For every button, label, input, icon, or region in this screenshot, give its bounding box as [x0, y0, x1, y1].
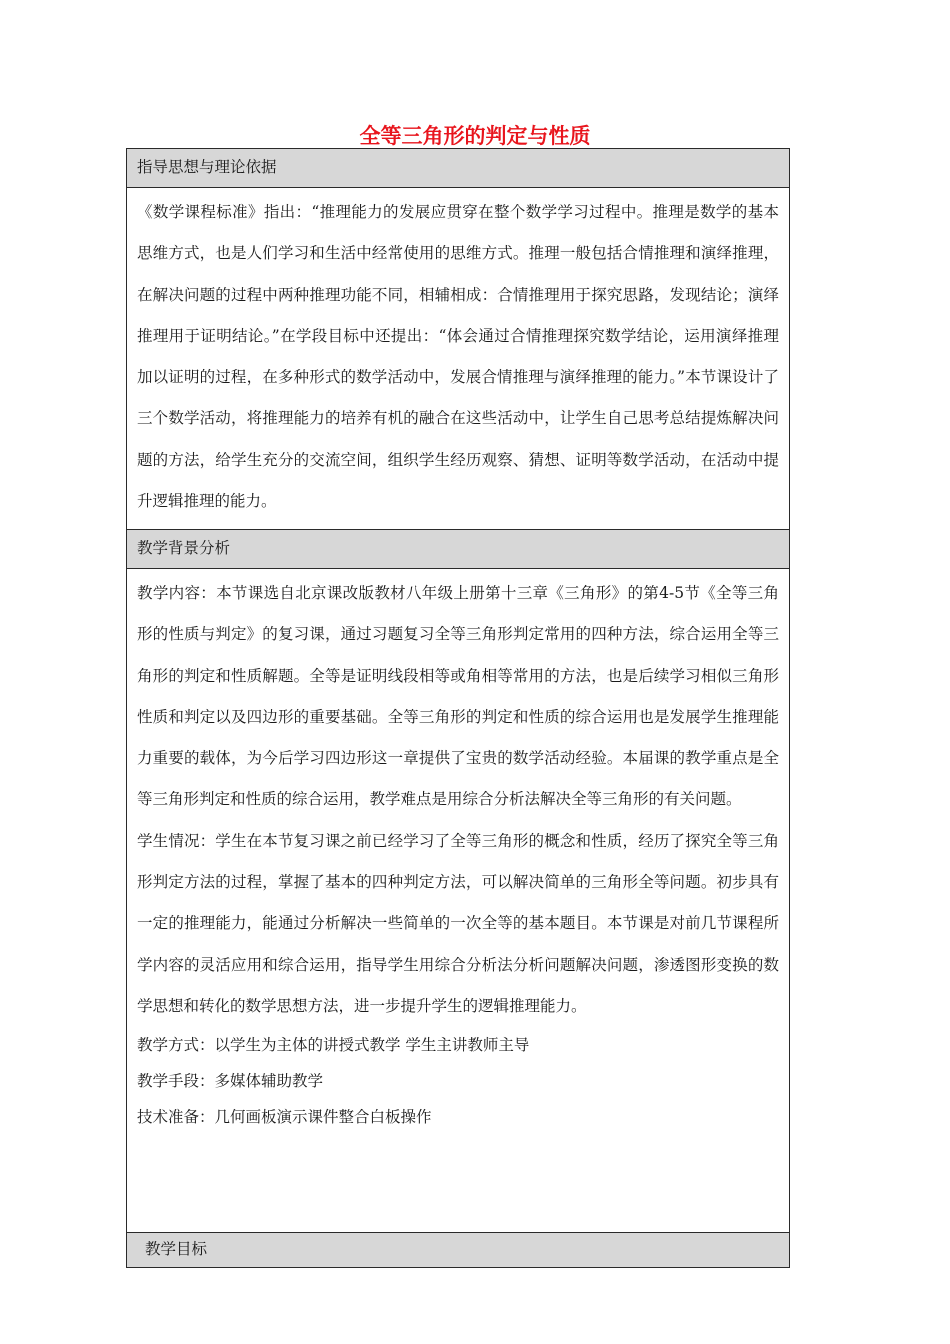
- page-title: 全等三角形的判定与性质: [359, 124, 591, 148]
- paragraph-guiding-thought: 《数学课程标准》指出：“推理能力的发展应贯穿在整个数学学习过程中。推理是数学的基本思维方式，也是人们学习和生活中经常使用的思维方式。推理一般包括合情推理和演绎推理，在解决问题的过程中两种推理功能不同，相辅相成：合情推理用于探究思路，发现结论；演绎推理用于证明结论。”在学段目标中还提出：“体会通过合情推理探究数学结论，运用演绎推理加以证明的过程，在多种形式的数学活动中，发展合情推理与演绎推理的能力。”本节课设计了三个数学活动，将推理能力的培养有机的融合在这些活动中，让学生自己思考总结提炼解决问题的方法，给学生充分的交流空间，组织学生经历观察、猜想、证明等数学活动，在活动中提升逻辑推理的能力。: [137, 203, 779, 511]
- lesson-plan-table: [126, 148, 790, 1268]
- line-technical-preparation: 技术准备：几何画板演示课件整合白板操作: [137, 1108, 432, 1127]
- section-row-background-body: [127, 569, 790, 1233]
- section-row-background-header: [127, 530, 790, 569]
- section-row-guiding-thought-header: [127, 149, 790, 188]
- section-header-guiding-thought: 指导思想与理论依据: [127, 149, 790, 188]
- section-row-objectives-header: [127, 1233, 790, 1268]
- paragraph-teaching-content: 教学内容：本节课选自北京课改版教材八年级上册第十三章《三角形》的第4-5节《全等三角形的性质与判定》的复习课，通过习题复习全等三角形判定常用的四种方法，综合运用全等三角形的判定和性质解题。全等是证明线段相等或角相等常用的方法，也是后续学习相似三角形性质和判定以及四边形的重要基础。全等三角形的判定和性质的综合运用也是发展学生推理能力重要的载体，为今后学习四边形这一章提供了宝贵的数学活动经验。本届课的教学重点是全等三角形判定和性质的综合运用，教学难点是用综合分析法解决全等三角形的有关问题。: [137, 584, 779, 809]
- line-teaching-means: 教学手段：多媒体辅助教学: [137, 1072, 324, 1091]
- line-teaching-method: 教学方式：以学生为主体的讲授式教学 学生主讲教师主导: [137, 1036, 530, 1055]
- section-row-guiding-thought-body: [127, 188, 790, 530]
- section-header-background: 教学背景分析: [127, 530, 790, 569]
- section-body-background: [127, 569, 790, 1233]
- section-body-guiding-thought: [127, 188, 790, 530]
- paragraph-student-situation: 学生情况：学生在本节复习课之前已经学习了全等三角形的概念和性质，经历了探究全等三角形判定方法的过程，掌握了基本的四种判定方法，可以解决简单的三角形全等问题。初步具有一定的推理能力，能通过分析解决一些简单的一次全等的基本题目。本节课是对前几节课程所学内容的灵活应用和综合运用，指导学生用综合分析法分析问题解决问题，渗透图形变换的数学思想和转化的数学思想方法，进一步提升学生的逻辑推理能力。: [137, 831, 779, 1015]
- section-header-objectives: 教学目标: [127, 1233, 790, 1268]
